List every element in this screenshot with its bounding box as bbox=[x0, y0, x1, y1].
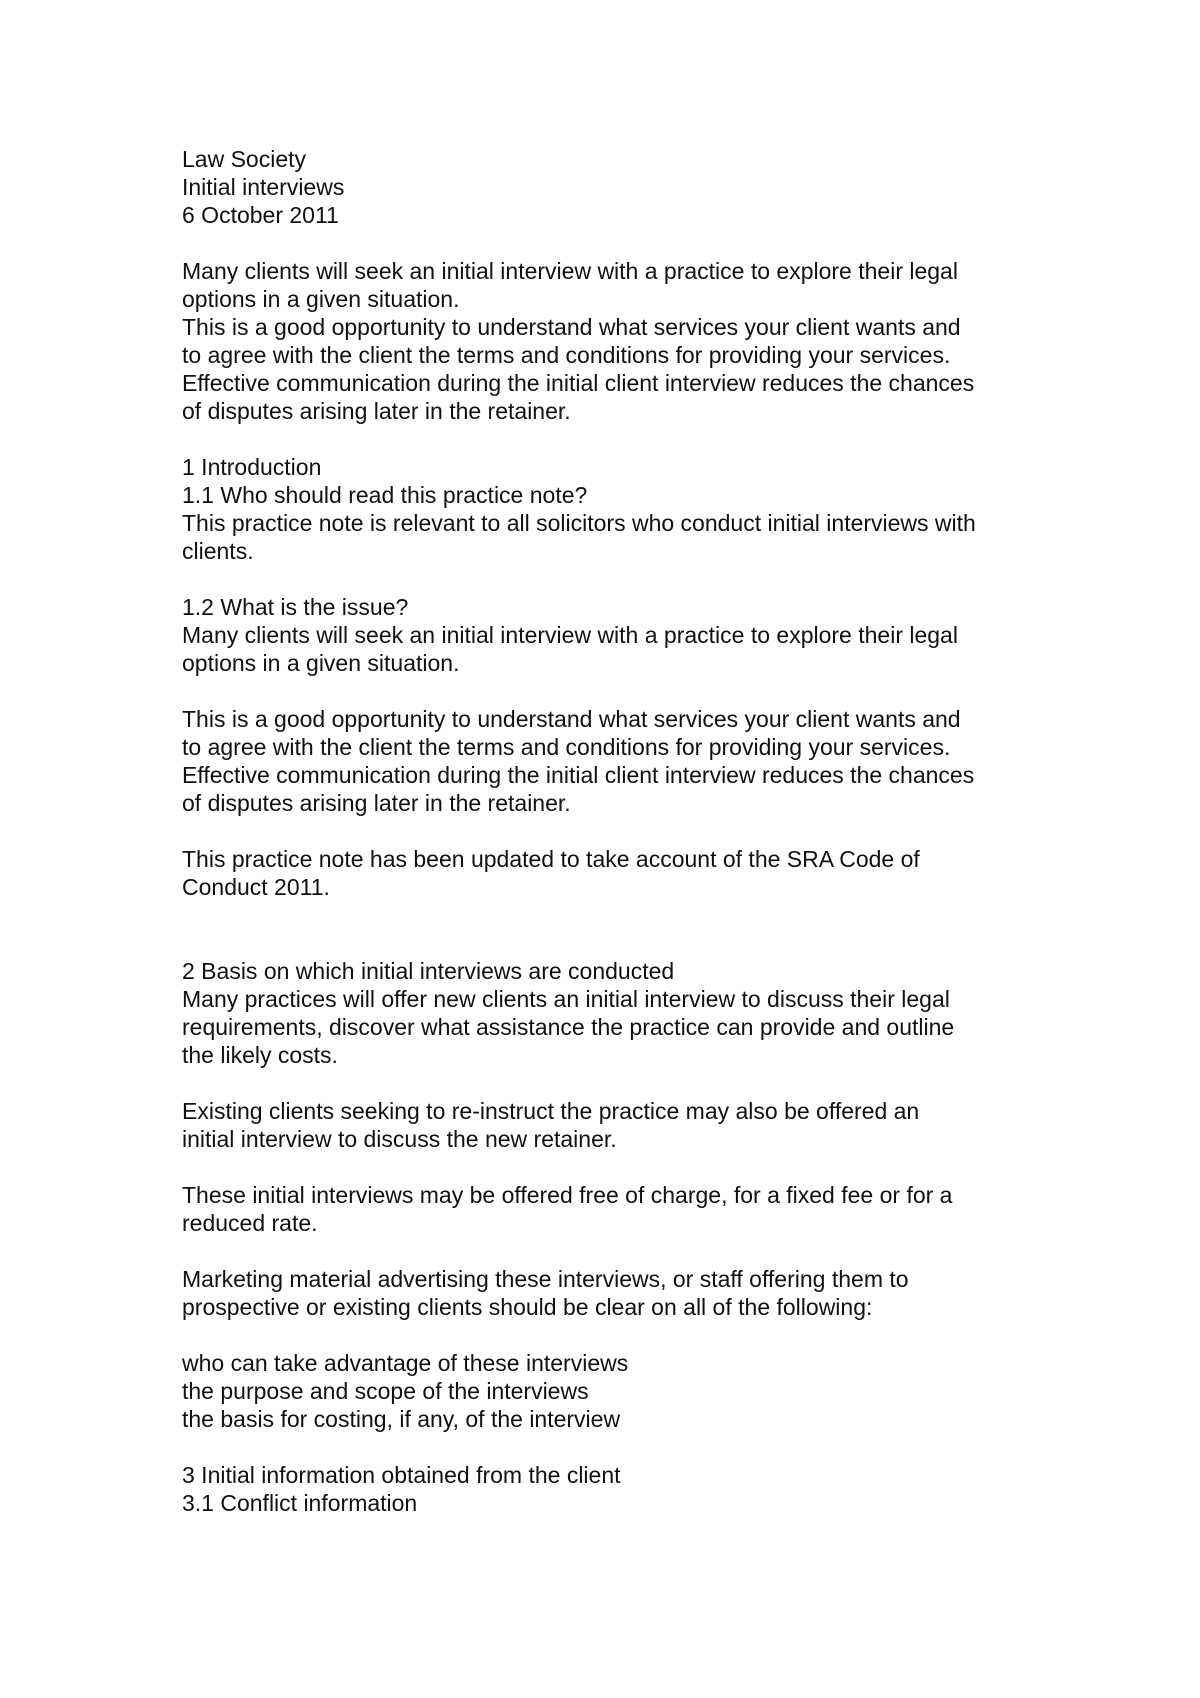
paragraph-line: to agree with the client the terms and conditions for providing your services. bbox=[182, 734, 951, 760]
list-item: who can take advantage of these interviews bbox=[182, 1350, 629, 1376]
section-2-list bbox=[182, 1349, 1062, 1433]
intro-line: Many clients will seek an initial interview with a practice to explore their legal bbox=[182, 258, 958, 284]
intro-line: Effective communication during the initial client interview reduces the chances bbox=[182, 370, 975, 396]
section-1-1-heading: 1.1 Who should read this practice note? bbox=[182, 482, 588, 508]
section-2-paragraph-2 bbox=[182, 1097, 1062, 1153]
paragraph-line: Conduct 2011. bbox=[182, 874, 330, 900]
org-name: Law Society bbox=[182, 146, 307, 172]
paragraph-line: Effective communication during the initial client interview reduces the chances bbox=[182, 762, 975, 788]
document-body bbox=[182, 145, 1062, 1517]
section-1-2-heading: 1.2 What is the issue? bbox=[182, 594, 409, 620]
paragraph-line: options in a given situation. bbox=[182, 650, 460, 676]
section-3-1-heading: 3.1 Conflict information bbox=[182, 1490, 418, 1516]
section-1-2-paragraph-3 bbox=[182, 845, 1062, 901]
intro-line: options in a given situation. bbox=[182, 286, 460, 312]
section-3-heading: 3 Initial information obtained from the client bbox=[182, 1462, 621, 1488]
paragraph-line: This practice note is relevant to all solicitors who conduct initial interviews with bbox=[182, 510, 976, 536]
intro-line: to agree with the client the terms and conditions for providing your services. bbox=[182, 342, 951, 368]
document-date: 6 October 2011 bbox=[182, 202, 339, 228]
intro-line: of disputes arising later in the retainer. bbox=[182, 398, 571, 424]
paragraph-line: clients. bbox=[182, 538, 254, 564]
section-1-1-paragraph bbox=[182, 509, 1062, 565]
paragraph-line: Many clients will seek an initial interview with a practice to explore their legal bbox=[182, 622, 958, 648]
list-item: the basis for costing, if any, of the interview bbox=[182, 1406, 621, 1432]
paragraph-line: the likely costs. bbox=[182, 1042, 338, 1068]
list-item: the purpose and scope of the interviews bbox=[182, 1378, 589, 1404]
paragraph-line: Many practices will offer new clients an initial interview to discuss their legal bbox=[182, 986, 950, 1012]
paragraph-line: This is a good opportunity to understand what services your client wants and bbox=[182, 706, 961, 732]
section-2-paragraph-4 bbox=[182, 1265, 1062, 1321]
section-1-2-paragraph-1 bbox=[182, 621, 1062, 677]
paragraph-line: of disputes arising later in the retainer. bbox=[182, 790, 571, 816]
intro-line: This is a good opportunity to understand what services your client wants and bbox=[182, 314, 961, 340]
document-title: Initial interviews bbox=[182, 174, 345, 200]
section-2-heading: 2 Basis on which initial interviews are conducted bbox=[182, 958, 675, 984]
paragraph-line: Marketing material advertising these interviews, or staff offering them to bbox=[182, 1266, 909, 1292]
paragraph-line: This practice note has been updated to take account of the SRA Code of bbox=[182, 846, 920, 872]
section-2-paragraph-1 bbox=[182, 985, 1062, 1069]
paragraph-line: Existing clients seeking to re-instruct the practice may also be offered an bbox=[182, 1098, 920, 1124]
paragraph-line: reduced rate. bbox=[182, 1210, 318, 1236]
paragraph-line: prospective or existing clients should be clear on all of the following: bbox=[182, 1294, 873, 1320]
section-1-2-paragraph-2 bbox=[182, 705, 1062, 817]
paragraph-line: initial interview to discuss the new retainer. bbox=[182, 1126, 617, 1152]
intro-paragraph bbox=[182, 257, 1062, 425]
section-1-heading: 1 Introduction bbox=[182, 454, 322, 480]
paragraph-line: These initial interviews may be offered free of charge, for a fixed fee or for a bbox=[182, 1182, 953, 1208]
paragraph-line: requirements, discover what assistance the practice can provide and outline bbox=[182, 1014, 955, 1040]
section-2-paragraph-3 bbox=[182, 1181, 1062, 1237]
